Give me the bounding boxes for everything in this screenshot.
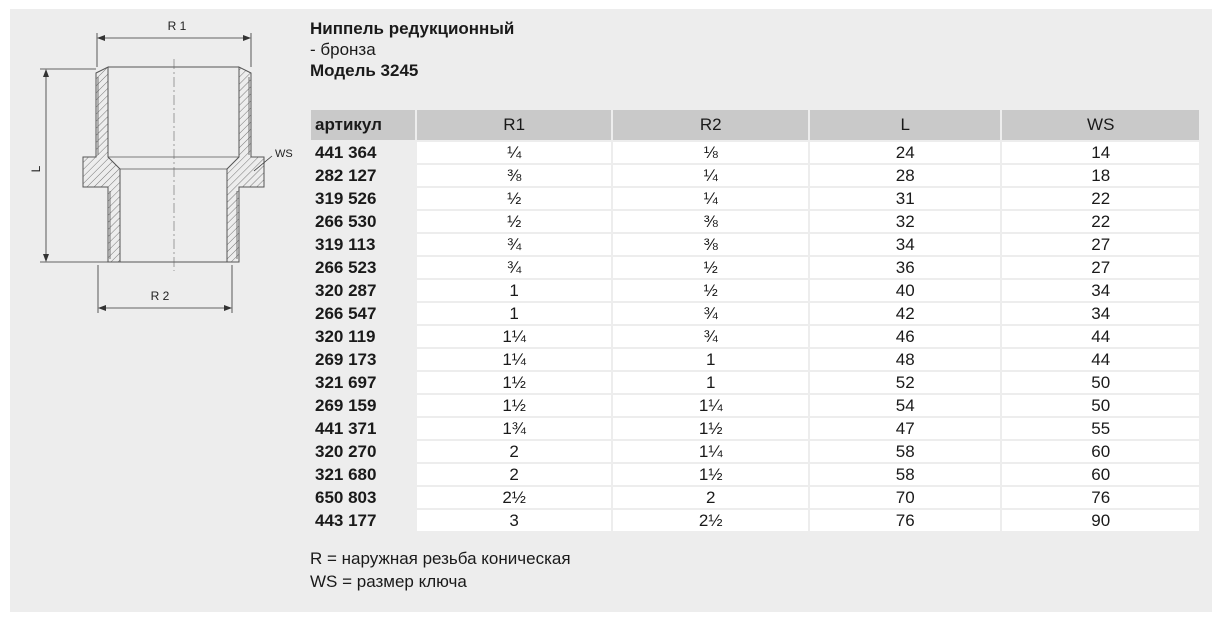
cell-r2: ⅛ xyxy=(612,141,809,164)
cell-r1: 1¼ xyxy=(416,348,613,371)
table-row xyxy=(311,463,1199,486)
cell-article: 320 270 xyxy=(311,440,416,463)
product-sheet xyxy=(10,9,1212,612)
col-header-r1: R1 xyxy=(416,110,613,141)
cell-r2: 1¼ xyxy=(612,394,809,417)
cell-article: 321 697 xyxy=(311,371,416,394)
cell-article: 319 526 xyxy=(311,187,416,210)
table-row xyxy=(311,256,1199,279)
cell-article: 269 159 xyxy=(311,394,416,417)
cell-r2: ¾ xyxy=(612,325,809,348)
cell-ws: 44 xyxy=(1001,348,1199,371)
cell-l: 46 xyxy=(809,325,1002,348)
table-row xyxy=(311,394,1199,417)
cell-r2: 1½ xyxy=(612,463,809,486)
table-row xyxy=(311,187,1199,210)
table-row xyxy=(311,325,1199,348)
cell-r1: 1½ xyxy=(416,371,613,394)
cell-ws: 50 xyxy=(1001,371,1199,394)
cell-article: 320 119 xyxy=(311,325,416,348)
table-row xyxy=(311,302,1199,325)
table-row xyxy=(311,210,1199,233)
cell-l: 70 xyxy=(809,486,1002,509)
cell-article: 269 173 xyxy=(311,348,416,371)
cell-r2: ½ xyxy=(612,279,809,302)
cell-article: 441 364 xyxy=(311,141,416,164)
table-row xyxy=(311,509,1199,531)
cell-r2: 1 xyxy=(612,348,809,371)
cell-ws: 22 xyxy=(1001,187,1199,210)
cell-ws: 60 xyxy=(1001,440,1199,463)
l-label: L xyxy=(29,165,43,173)
table-row xyxy=(311,440,1199,463)
col-header-article: артикул xyxy=(311,110,416,141)
cell-r2: 1¼ xyxy=(612,440,809,463)
table-row xyxy=(311,371,1199,394)
cell-article: 321 680 xyxy=(311,463,416,486)
cell-r2: 1½ xyxy=(612,417,809,440)
cell-r2: ¼ xyxy=(612,164,809,187)
ws-label: WS xyxy=(275,148,293,160)
note-thread: R = наружная резьба коническая xyxy=(310,549,571,568)
cell-l: 32 xyxy=(809,210,1002,233)
cell-l: 31 xyxy=(809,187,1002,210)
cell-r1: 2 xyxy=(416,440,613,463)
cell-l: 54 xyxy=(809,394,1002,417)
cell-ws: 55 xyxy=(1001,417,1199,440)
cell-r1: 1½ xyxy=(416,394,613,417)
cell-l: 34 xyxy=(809,233,1002,256)
cell-r1: 3 xyxy=(416,509,613,531)
cell-l: 52 xyxy=(809,371,1002,394)
cell-r2: ¼ xyxy=(612,187,809,210)
cell-article: 443 177 xyxy=(311,509,416,531)
table-body xyxy=(311,141,1199,531)
table-header-row xyxy=(311,110,1199,141)
cell-r2: 2½ xyxy=(612,509,809,531)
fitting-drawing xyxy=(10,9,310,339)
table-row xyxy=(311,486,1199,509)
notes xyxy=(310,547,571,593)
cell-article: 282 127 xyxy=(311,164,416,187)
col-header-l: L xyxy=(809,110,1002,141)
cell-r2: ¾ xyxy=(612,302,809,325)
product-model: Модель 3245 xyxy=(310,61,419,80)
product-material: - бронза xyxy=(310,40,376,59)
product-header xyxy=(310,18,514,81)
table-row xyxy=(311,164,1199,187)
cell-article: 650 803 xyxy=(311,486,416,509)
cell-r1: 1¾ xyxy=(416,417,613,440)
cell-l: 24 xyxy=(809,141,1002,164)
cell-ws: 76 xyxy=(1001,486,1199,509)
cell-article: 266 523 xyxy=(311,256,416,279)
cell-r1: ½ xyxy=(416,187,613,210)
cell-article: 319 113 xyxy=(311,233,416,256)
table-row xyxy=(311,141,1199,164)
cell-ws: 44 xyxy=(1001,325,1199,348)
cell-r1: ⅜ xyxy=(416,164,613,187)
cell-article: 320 287 xyxy=(311,279,416,302)
cell-l: 40 xyxy=(809,279,1002,302)
cell-l: 58 xyxy=(809,440,1002,463)
cell-r1: ¾ xyxy=(416,256,613,279)
cell-article: 441 371 xyxy=(311,417,416,440)
cell-article: 266 547 xyxy=(311,302,416,325)
cell-r2: 2 xyxy=(612,486,809,509)
product-title: Ниппель редукционный xyxy=(310,19,515,38)
table-row xyxy=(311,417,1199,440)
cell-r1: ½ xyxy=(416,210,613,233)
cell-ws: 90 xyxy=(1001,509,1199,531)
cell-ws: 34 xyxy=(1001,279,1199,302)
cell-r1: 2 xyxy=(416,463,613,486)
r2-label: R 2 xyxy=(150,289,170,303)
cell-r1: 1 xyxy=(416,279,613,302)
cell-r1: ¼ xyxy=(416,141,613,164)
cell-r1: 1 xyxy=(416,302,613,325)
col-header-r2: R2 xyxy=(612,110,809,141)
note-wrench: WS = размер ключа xyxy=(310,572,467,591)
table-row xyxy=(311,279,1199,302)
r2-dimension xyxy=(98,265,232,313)
cell-r1: ¾ xyxy=(416,233,613,256)
cell-article: 266 530 xyxy=(311,210,416,233)
table-row xyxy=(311,233,1199,256)
cell-l: 36 xyxy=(809,256,1002,279)
cell-ws: 27 xyxy=(1001,256,1199,279)
cell-r2: ½ xyxy=(612,256,809,279)
cell-l: 58 xyxy=(809,463,1002,486)
cell-l: 42 xyxy=(809,302,1002,325)
cell-l: 76 xyxy=(809,509,1002,531)
cell-r1: 1¼ xyxy=(416,325,613,348)
fitting-section xyxy=(83,59,264,271)
table-row xyxy=(311,348,1199,371)
cell-r2: ⅜ xyxy=(612,233,809,256)
cell-r2: ⅜ xyxy=(612,210,809,233)
r1-label: R 1 xyxy=(167,19,187,33)
cell-ws: 60 xyxy=(1001,463,1199,486)
cell-ws: 50 xyxy=(1001,394,1199,417)
cell-ws: 27 xyxy=(1001,233,1199,256)
cell-ws: 18 xyxy=(1001,164,1199,187)
spec-table xyxy=(311,110,1199,531)
col-header-ws: WS xyxy=(1001,110,1199,141)
cell-ws: 34 xyxy=(1001,302,1199,325)
cell-ws: 14 xyxy=(1001,141,1199,164)
cell-r1: 2½ xyxy=(416,486,613,509)
cell-l: 48 xyxy=(809,348,1002,371)
cell-ws: 22 xyxy=(1001,210,1199,233)
cell-r2: 1 xyxy=(612,371,809,394)
cell-l: 47 xyxy=(809,417,1002,440)
cell-l: 28 xyxy=(809,164,1002,187)
